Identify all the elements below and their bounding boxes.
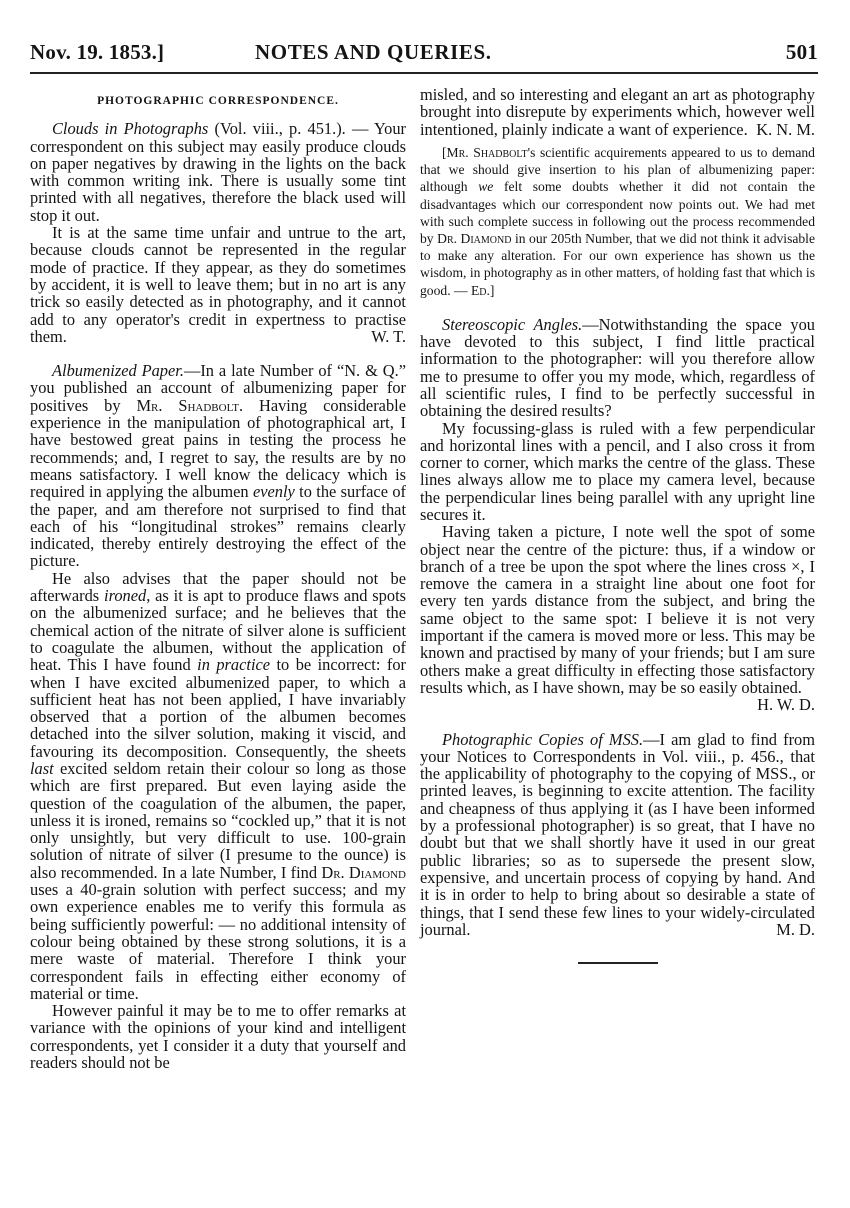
article-paragraph-continued: misled, and so interesting and elegant an art as photography brought into disrepute by experiments which, however well intentioned, plainly indicate a want of experience. K. N. M.	[420, 85, 815, 139]
header-rule	[30, 72, 818, 74]
page-number: 501	[785, 40, 818, 64]
journal-title: NOTES AND QUERIES.	[255, 40, 492, 64]
article-paragraph: He also advises that the paper should not be afterwards ironed, as it is apt to produce flaws and spots on the albumenized surface; and he believes that the chemical action of the nitrate of silver alone is sufficient to coagulate the albumen, without the application of heat. This I have found in practice to be incorrect: for when I have excited albumenized paper, to which a sufficient heat has not been applied, I have invariably observed that a portion of the albumen becomes detached into the silver solution, making it viscid, and favouring its decomposition. Consequently, the sheets last excited seldom retain their colour so long as those which are first prepared. But even laying aside the question of the coagulation of the albumen, the paper, unless it is ironed, remains so “cockled up,” that it is not only unsightly, but very difficult to use. 100-grain solution of nitrate of silver (I presume to the ounce) is also recommended. In a late Number, I find Dr. Diamond uses a 40-grain solution with perfect success; and my own experience enables me to verify this formula as being sufficiently powerful: — no additional intensity of colour being obtained by these strong solutions, it is a mere waste of material. Therefore I think your correspondent fails in effecting either economy of material or time.	[30, 568, 406, 1003]
article-title: Albumenized Paper.	[52, 361, 184, 381]
section-title: PHOTOGRAPHIC CORRESPONDENCE.	[97, 95, 339, 107]
article-albumenized	[30, 362, 406, 1071]
article-title: Clouds in Photographs	[52, 119, 209, 139]
article-paragraph: Albumenized Paper.—In a late Number of “N. & Q.” you published an account of albumenizing paper for positives by Mr. Shadbolt. Having considerable experience in the manipulation of photographical art, I have bestowed great pains in testing the process he recommends; and, I regret to say, the results are by no means satisfactory. I well know the delicacy which is required in applying the albumen evenly to the surface of the paper, and am therefore not surprised to find that each of his “longitudinal strokes” remains clearly indicated, thereby entirely destroying the effect of the picture.	[30, 361, 406, 571]
article-title: Stereoscopic Angles.	[442, 314, 583, 334]
signature: M. D.	[776, 919, 815, 939]
signature: K. N. M.	[756, 119, 815, 139]
person-name: Mr. Shadbolt.	[136, 395, 244, 415]
article-paragraph: However painful it may be to me to offer remarks at variance with the opinions of your kind and intelligent correspondents, yet I consider it a duty that yourself and readers should not be	[30, 1001, 406, 1073]
right-column	[420, 86, 815, 964]
article-stereoscopic	[420, 316, 815, 714]
editor-note: [Mr. Shadbolt's scientific acquirements appeared to us to demand that we should give insertion to his plan of albumenizing paper: although we felt some doubts whether it did not contain the disadvantages which our correspondent now points out. We had met with such complete success in following out the process recommended by Dr. Diamond in our 205th Number, that we did not think it advisable to make any alteration. For our own experience has shown us the wisdom, in photography as in other matters, of holding fast that which is good. — Ed.]	[420, 144, 815, 298]
article-title: Photographic Copies of MSS.	[442, 729, 644, 749]
signature: W. T.	[371, 326, 406, 346]
article-mss	[420, 731, 815, 939]
left-column	[30, 86, 406, 1071]
article-paragraph: Having taken a picture, I note well the spot of some object near the centre of the picture: thus, if a window or branch of a tree be upon the spot where the lines cross ×, I remove the camera in a straight line about one foot for every ten yards distance from the subject, and bring the same object to the same spot: I believe it is not very important if the camera is moved more or less. This may be known and practised by many of your friends; but I am sure others make a great difficulty in effecting those satisfactory results which, as I have shown, may be so easily obtained.	[420, 522, 815, 697]
signature: H. W. D.	[757, 695, 815, 715]
article-paragraph: It is at the same time unfair and untrue to the art, because clouds cannot be represented in the regular mode of practice. If they appear, as they do sometimes by accident, it is well to leave them; but in no art is any trick so easily detected as in photography, and it cannot add to any operator's credit in expertness to practise them. W. T.	[30, 223, 406, 346]
article-paragraph: Photographic Copies of MSS.—I am glad to find from your Notices to Correspondents in Vol. viii., p. 456., that the applicability of photography to the copying of MSS., or printed leaves, is beginning to excite attention. The facility and cheapness of thus applying it (as I have been informed by a professional photographer) is so great, that I have no doubt but that we shall shortly have it used in our great public libraries; so as to supersede the present slow, expensive, and uncertain process of copying by hand. And it is in order to help to bring about so desirable a state of things, that I send these few lines to your widely-circulated journal. M. D.	[420, 729, 815, 939]
article-paragraph: Clouds in Photographs (Vol. viii., p. 451.). — Your correspondent on this subject may easily produce clouds on paper negatives by drawing in the lights on the back with common writing ink. There is usually some tint printed with all negatives, therefore the black used will stop it out.	[30, 119, 406, 225]
article-paragraph: My focussing-glass is ruled with a few perpendicular and horizontal lines with a pencil, and I also cross it from corner to corner, which marks the centre of the glass. These lines always allow me to place my camera level, because the perpendicular lines being parallel with any upright line secures it.	[420, 418, 815, 524]
person-name: Dr. Diamond	[321, 862, 406, 882]
article-clouds	[30, 120, 406, 345]
article-paragraph: Stereoscopic Angles.—Notwithstanding the space you have devoted to this subject, I find little practical information to the photographer: will you therefore allow me to presume to offer you my mode, which, regardless of all scientific rules, I find to be perfectly successful in obtaining the desired results?	[420, 314, 815, 421]
section-end-rule	[578, 962, 658, 964]
issue-date: Nov. 19. 1853.]	[30, 40, 165, 64]
running-header	[30, 40, 818, 70]
